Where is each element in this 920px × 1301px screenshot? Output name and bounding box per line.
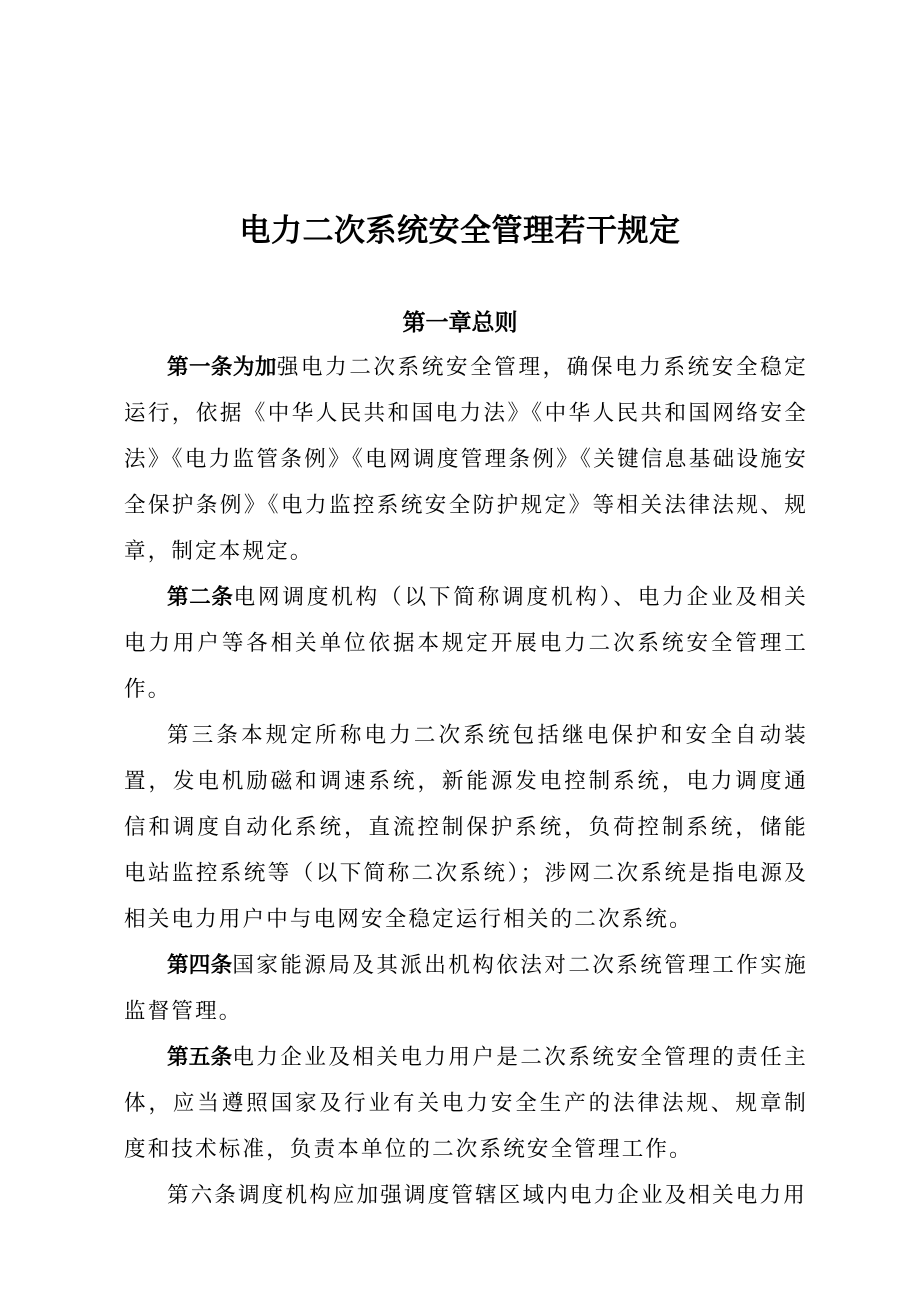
document-body — [124, 345, 808, 1219]
article-6 — [124, 1173, 808, 1219]
article-1 — [124, 345, 808, 575]
article-3-text: 本规定所称电力二次系统包括继电保护和安全自动装置，发电机励磁和调速系统，新能源发电控制系统，电力调度通信和调度自动化系统，直流控制保护系统，负荷控制系统，储能电站监控系统等（以下简称二次系统）；涉网二次系统是指电源及相关电力用户中与电网安全稳定运行相关的二次系统。 — [124, 723, 808, 932]
article-1-text: 强电力二次系统安全管理，确保电力系统安全稳定运行，依据《中华人民共和国电力法》《中华人民共和国网络安全法》《电力监管条例》《电网调度管理条例》《关键信息基础设施安全保护条例》《电力监控系统安全防护规定》等相关法律法规、规章，制定本规定。 — [124, 355, 808, 564]
article-3-label: 第三条 — [167, 723, 242, 748]
article-5-text: 电力企业及相关电力用户是二次系统安全管理的责任主体，应当遵照国家及行业有关电力安全生产的法律法规、规章制度和技术标准，负责本单位的二次系统安全管理工作。 — [124, 1045, 808, 1162]
article-4-label: 第四条 — [167, 953, 233, 978]
article-4 — [124, 943, 808, 1035]
article-6-label: 第六条 — [167, 1183, 239, 1208]
article-5 — [124, 1035, 808, 1173]
article-2 — [124, 575, 808, 713]
article-1-label: 第一条为加 — [167, 355, 277, 380]
article-2-text: 电网调度机构（以下简称调度机构）、电力企业及相关电力用户等各相关单位依据本规定开展电力二次系统安全管理工作。 — [124, 585, 808, 702]
article-5-label: 第五条 — [167, 1045, 233, 1070]
article-4-text: 国家能源局及其派出机构依法对二次系统管理工作实施监督管理。 — [124, 953, 808, 1024]
article-6-text: 调度机构应加强调度管辖区域内电力企业及相关电力用 — [238, 1183, 807, 1208]
article-2-label: 第二条 — [167, 585, 234, 610]
document-title: 电力二次系统安全管理若干规定 — [239, 213, 681, 249]
chapter-title: 第一章总则 — [402, 310, 518, 336]
article-3 — [124, 713, 808, 943]
